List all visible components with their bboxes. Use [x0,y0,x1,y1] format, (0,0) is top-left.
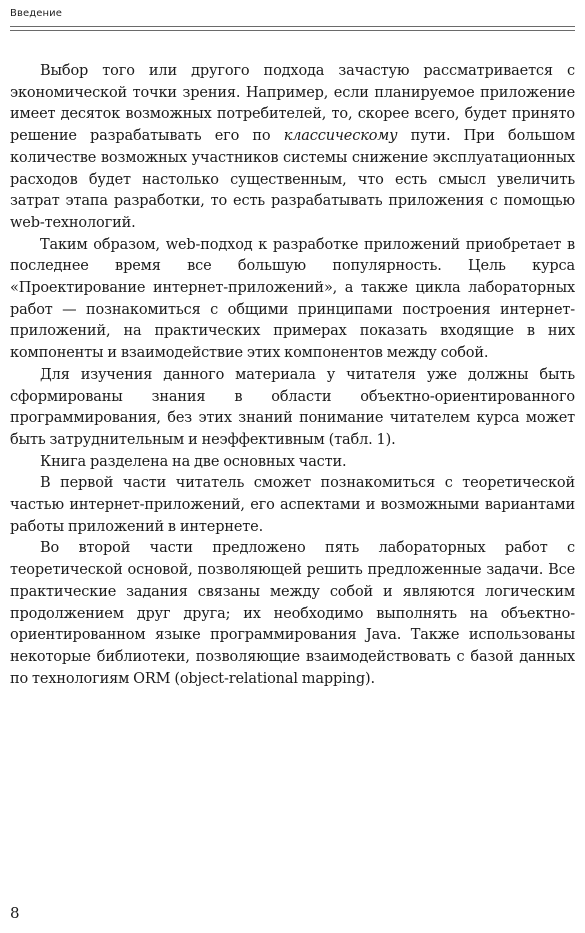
header-rule-top [10,26,575,27]
paragraph-5: В первой части читатель сможет познакомиться с теоретической частью интернет-приложений, его аспектами и возможными вариантами работы приложений в интернете. [10,475,575,535]
header-rule-bottom [10,30,575,31]
paragraph-1 [10,61,575,235]
paragraph-4: Книга разделена на две основных части. [40,453,347,470]
paragraph-1-part-1: Выбор того или другого подхода зачастую рассматривается с экономической точки зрения. Например, если планируемое приложение имеет десяток возможных потребителей, то, скорее всего, будет принято решение разрабатывать его по [10,63,575,145]
paragraph-2: Таким образом, web-подход к разработке приложений приобретает в последнее время все большую популярность. Цель курса «Проектирование интернет-приложений», а также цикла лабораторных работ — познакомиться с общими принципами построения интернет-приложений, на практических примерах показать входящие в них компоненты и взаимодействие этих компонентов между собой. [10,236,575,362]
page-number: 8 [10,904,20,922]
running-head-title: Введение [10,8,62,19]
paragraph-3: Для изучения данного материала у читателя уже должны быть сформированы знания в области объектно-ориентированного программирования, без этих знаний понимание читателем курса может быть затруднительным и неэффективным (табл. 1). [10,366,575,448]
paragraph-6: Во второй части предложено пять лабораторных работ с теоретической основой, позволяющей решить предложенные задачи. Все практические задания связаны между собой и являются логическим продолжением друг друга; их необходимо выполнять на объектно-ориентированном языке программирования Java. Также использованы некоторые библиотеки, позволяющие взаимодействовать с базой данных по технологиям ORM (object-relational mapping). [10,540,575,687]
body-text [10,61,575,690]
paragraph-1-emphasis: классическому [283,128,398,145]
paragraph-1-part-2: пути. При большом количестве возможных участников системы снижение эксплуатационных расходов будет настолько существенным, что есть смысл увеличить затрат этапа разработки, то есть разрабатывать приложения с помощью web-технологий. [10,128,575,231]
